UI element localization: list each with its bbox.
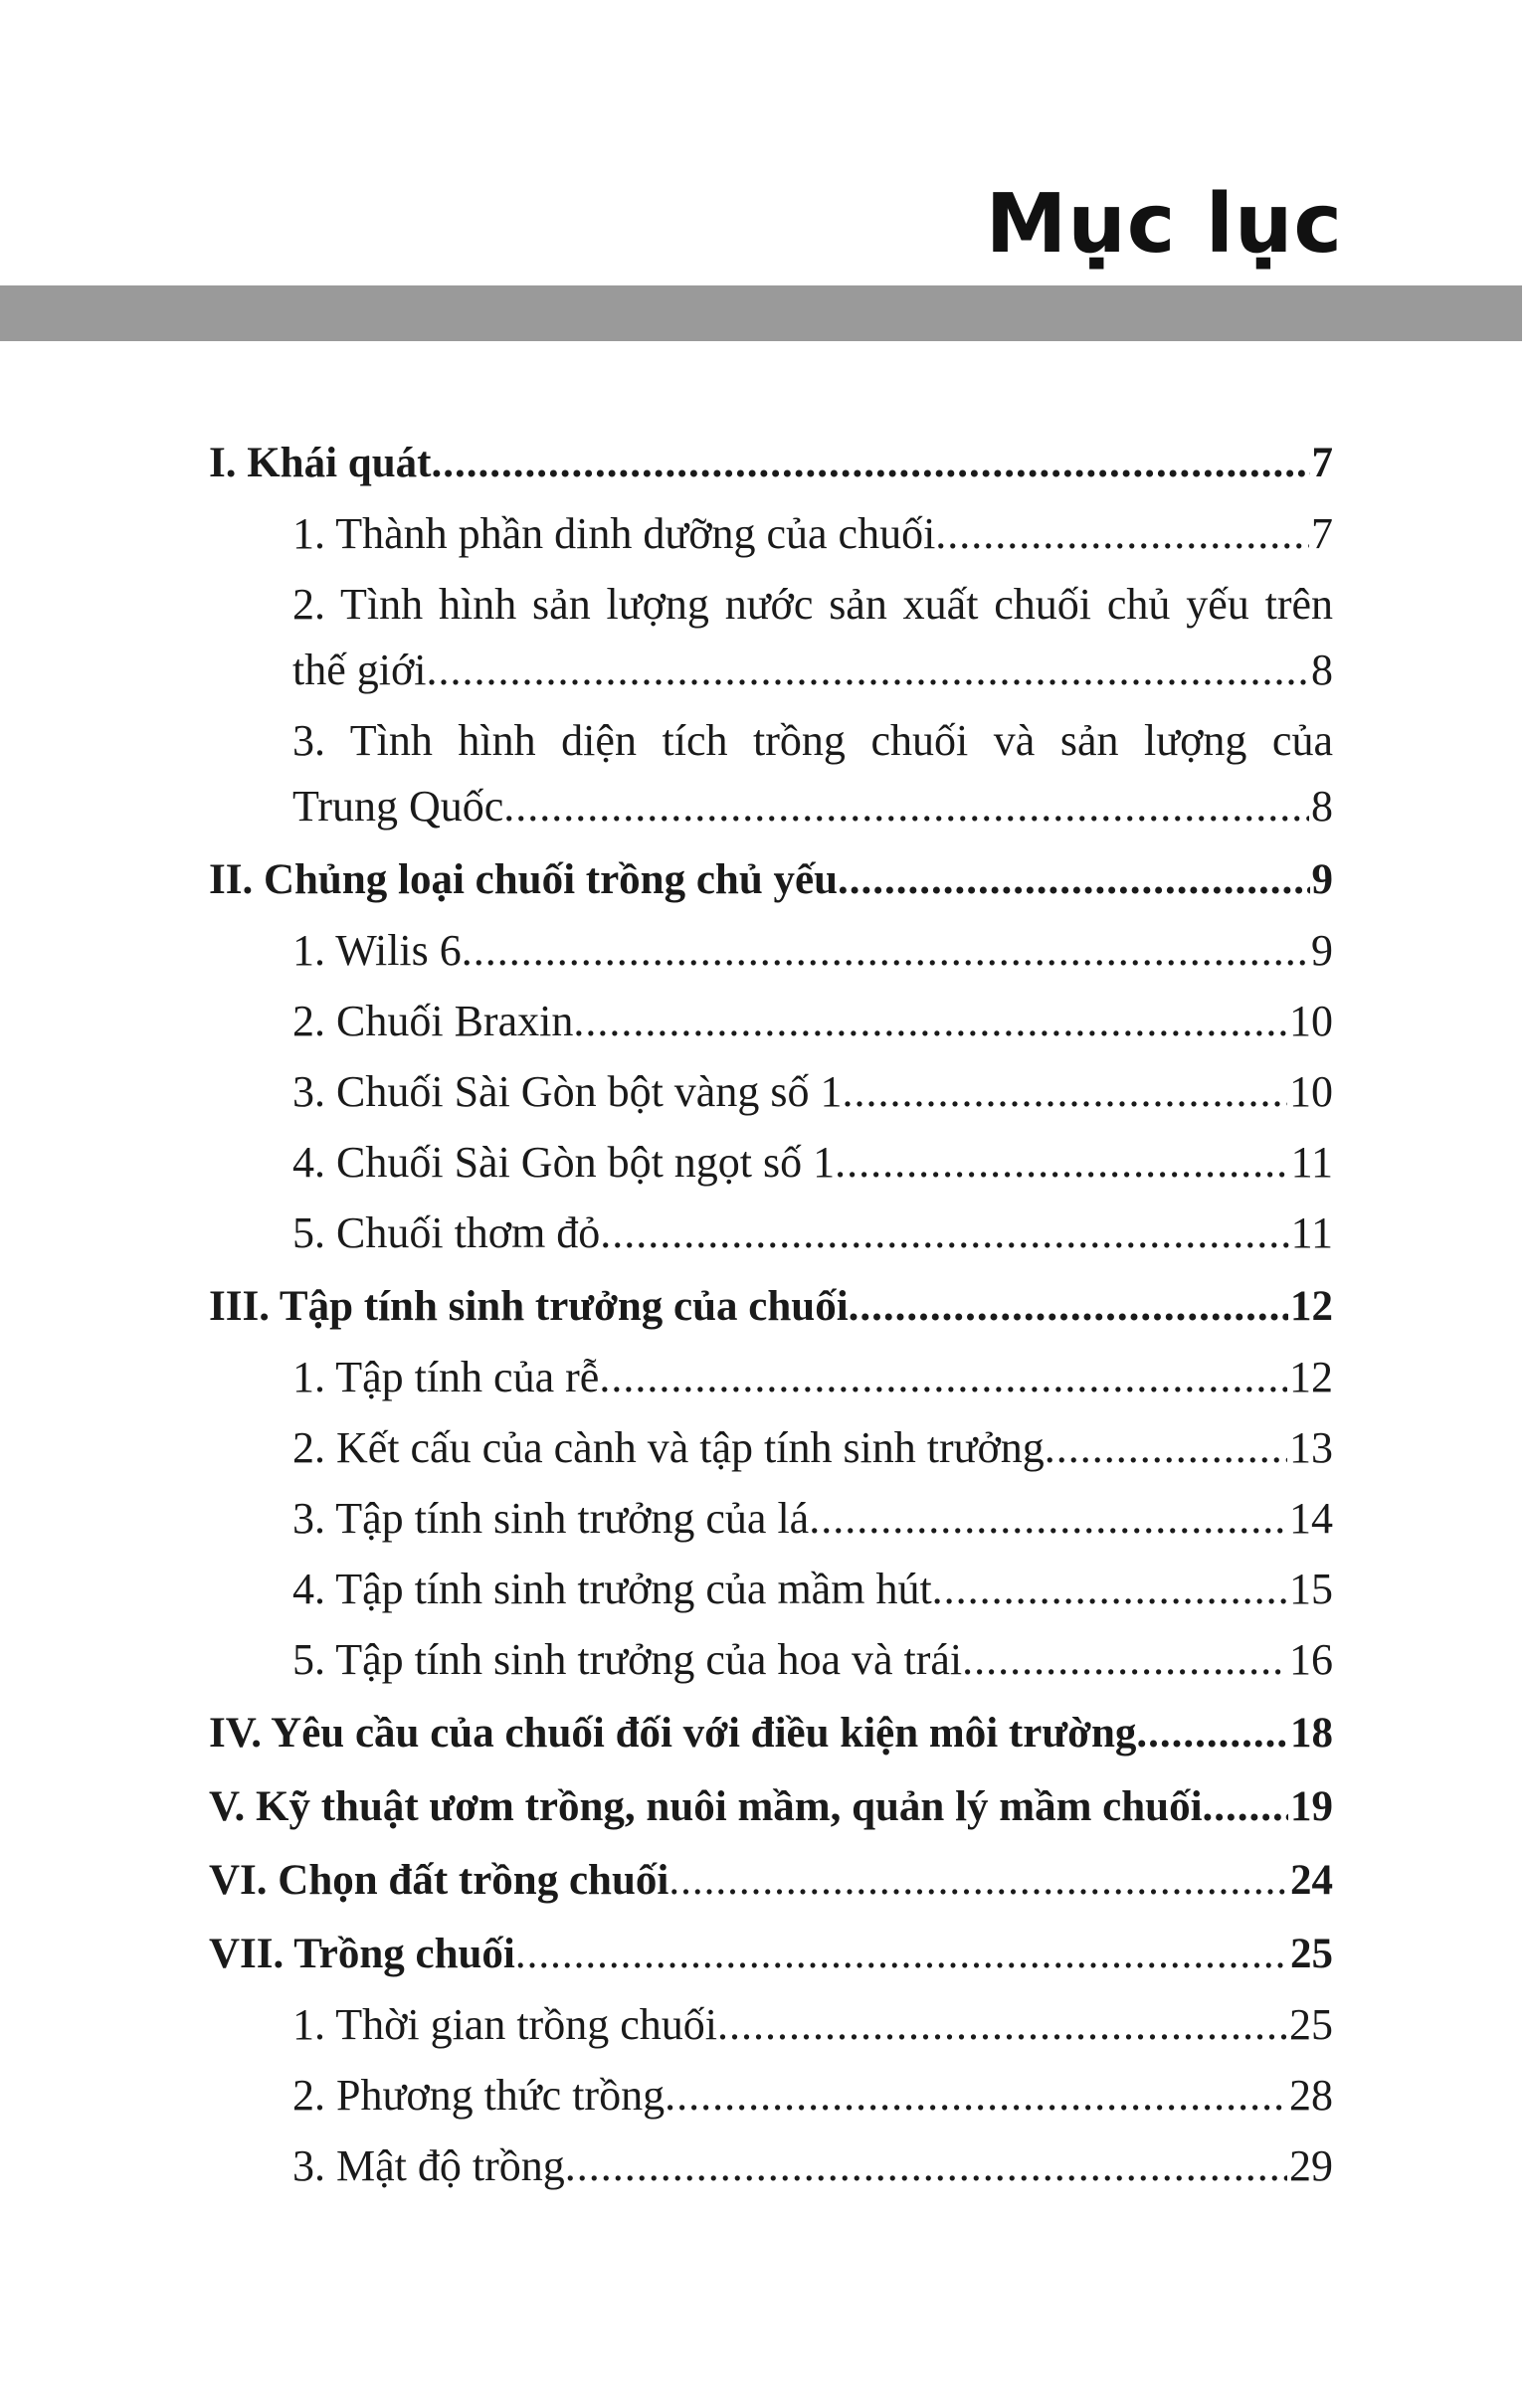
toc-entry-page: 7 (1311, 509, 1333, 558)
toc-entry-label: VII. Trồng chuối (209, 1931, 515, 1977)
toc-entry-label: VI. Chọn đất trồng chuối (209, 1857, 669, 1904)
table-of-contents (209, 423, 1333, 2199)
toc-entry-2-1[interactable] (209, 918, 1333, 984)
toc-entry-section-6[interactable] (209, 1848, 1333, 1914)
toc-entry-7-1[interactable] (209, 1992, 1333, 2058)
toc-entry-section-5[interactable] (209, 1774, 1333, 1840)
toc-entry-1-3-line2[interactable] (209, 774, 1333, 839)
dot-leader (599, 1345, 1287, 1410)
toc-entry-2-2[interactable] (209, 989, 1333, 1054)
dot-leader (1045, 1415, 1287, 1481)
toc-entry-label: 5. Tập tính sinh trưởng của hoa và trái (292, 1635, 963, 1684)
dot-leader (515, 1922, 1288, 1987)
toc-entry-section-1[interactable] (209, 431, 1333, 496)
toc-entry-label: 3. Chuối Sài Gòn bột vàng số 1 (292, 1067, 843, 1116)
toc-entry-3-5[interactable] (209, 1627, 1333, 1693)
toc-entry-page: 12 (1290, 1283, 1333, 1330)
toc-entry-1-2-line2[interactable] (209, 638, 1333, 703)
dot-leader (962, 1627, 1287, 1693)
toc-entry-page: 16 (1289, 1635, 1333, 1684)
toc-entry-label: IV. Yêu cầu của chuối đối với điều kiện môi trường (209, 1710, 1137, 1757)
toc-entry-label: 2. Kết cấu của cành và tập tính sinh trưởng (292, 1423, 1045, 1472)
toc-entry-page: 15 (1289, 1565, 1333, 1613)
toc-entry-label: III. Tập tính sinh trưởng của chuối (209, 1283, 849, 1330)
dot-leader (849, 1274, 1288, 1340)
toc-entry-label: 4. Tập tính sinh trưởng của mầm hút (292, 1565, 932, 1613)
toc-entry-label: II. Chủng loại chuối trồng chủ yếu (209, 856, 839, 903)
dot-leader (503, 774, 1309, 839)
dot-leader (809, 1486, 1287, 1552)
dot-leader (717, 1992, 1287, 2058)
toc-entry-page: 8 (1311, 646, 1333, 694)
toc-entry-label: V. Kỹ thuật ươm trồng, nuôi mầm, quản lý mầm chuối (209, 1783, 1203, 1830)
toc-entry-page: 25 (1290, 1931, 1333, 1977)
toc-entry-2-3[interactable] (209, 1059, 1333, 1125)
toc-entry-page: 19 (1290, 1783, 1333, 1830)
dot-leader (838, 847, 1309, 913)
toc-entry-label: 1. Thành phần dinh dưỡng của chuối (292, 509, 936, 558)
dot-leader (835, 1130, 1288, 1196)
toc-entry-1-2-line1[interactable] (209, 572, 1333, 638)
dot-leader (600, 1201, 1288, 1266)
toc-entry-1-1[interactable] (209, 501, 1333, 567)
toc-entry-label: 5. Chuối thơm đỏ (292, 1208, 601, 1257)
toc-entry-7-2[interactable] (209, 2063, 1333, 2129)
toc-entry-label: 3. Tình hình diện tích trồng chuối và sản lượng của (292, 716, 1333, 765)
toc-entry-label: 2. Phương thức trồng (292, 2071, 666, 2120)
toc-entry-page: 9 (1311, 926, 1333, 975)
toc-entry-page: 7 (1311, 440, 1333, 486)
toc-entry-page: 13 (1289, 1423, 1333, 1472)
toc-entry-label: 2. Chuối Braxin (292, 997, 574, 1045)
toc-entry-section-7[interactable] (209, 1922, 1333, 1987)
toc-entry-label: 1. Wilis 6 (292, 926, 462, 975)
toc-entry-label: Trung Quốc (292, 782, 504, 831)
toc-entry-page: 29 (1289, 2141, 1333, 2190)
toc-entry-page: 25 (1289, 2000, 1333, 2049)
toc-entry-label: 3. Mật độ trồng (292, 2141, 565, 2190)
toc-entry-label: 1. Tập tính của rễ (292, 1353, 600, 1401)
toc-entry-label: I. Khái quát (209, 440, 432, 486)
toc-entry-7-3[interactable] (209, 2133, 1333, 2199)
toc-entry-label: 2. Tình hình sản lượng nước sản xuất chuối chủ yếu trên (292, 580, 1333, 629)
toc-entry-label: thế giới (292, 646, 427, 694)
dot-leader (565, 2133, 1287, 2199)
toc-entry-3-4[interactable] (209, 1557, 1333, 1622)
toc-entry-label: 4. Chuối Sài Gòn bột ngọt số 1 (292, 1138, 836, 1187)
toc-entry-section-4[interactable] (209, 1701, 1333, 1766)
toc-entry-page: 9 (1311, 856, 1333, 903)
dot-leader (1136, 1701, 1288, 1766)
toc-entry-2-5[interactable] (209, 1201, 1333, 1266)
toc-entry-page: 10 (1289, 1067, 1333, 1116)
toc-entry-section-3[interactable] (209, 1274, 1333, 1340)
dot-leader (932, 1557, 1287, 1622)
toc-entry-page: 18 (1290, 1710, 1333, 1757)
toc-entry-3-2[interactable] (209, 1415, 1333, 1481)
toc-entry-page: 11 (1290, 1138, 1333, 1187)
toc-entry-page: 14 (1289, 1494, 1333, 1543)
toc-entry-3-3[interactable] (209, 1486, 1333, 1552)
dot-leader (935, 501, 1309, 567)
toc-entry-2-4[interactable] (209, 1130, 1333, 1196)
toc-entry-label: 3. Tập tính sinh trưởng của lá (292, 1494, 810, 1543)
dot-leader (668, 1848, 1288, 1914)
toc-entry-page: 8 (1311, 782, 1333, 831)
toc-entry-page: 28 (1289, 2071, 1333, 2120)
toc-entry-3-1[interactable] (209, 1345, 1333, 1410)
toc-entry-label: 1. Thời gian trồng chuối (292, 2000, 717, 2049)
dot-leader (1203, 1774, 1288, 1840)
toc-entry-page: 11 (1290, 1208, 1333, 1257)
dot-leader (462, 918, 1309, 984)
page-title: Mục lục (985, 177, 1343, 272)
toc-entry-1-3-line1[interactable] (209, 708, 1333, 774)
dot-leader (573, 989, 1287, 1054)
toc-entry-page: 12 (1289, 1353, 1333, 1401)
toc-entry-page: 10 (1289, 997, 1333, 1045)
dot-leader (431, 431, 1309, 496)
toc-entry-page: 24 (1290, 1857, 1333, 1904)
title-bar (0, 285, 1522, 341)
dot-leader (665, 2063, 1287, 2129)
dot-leader (842, 1059, 1287, 1125)
dot-leader (426, 638, 1309, 703)
toc-entry-section-2[interactable] (209, 847, 1333, 913)
